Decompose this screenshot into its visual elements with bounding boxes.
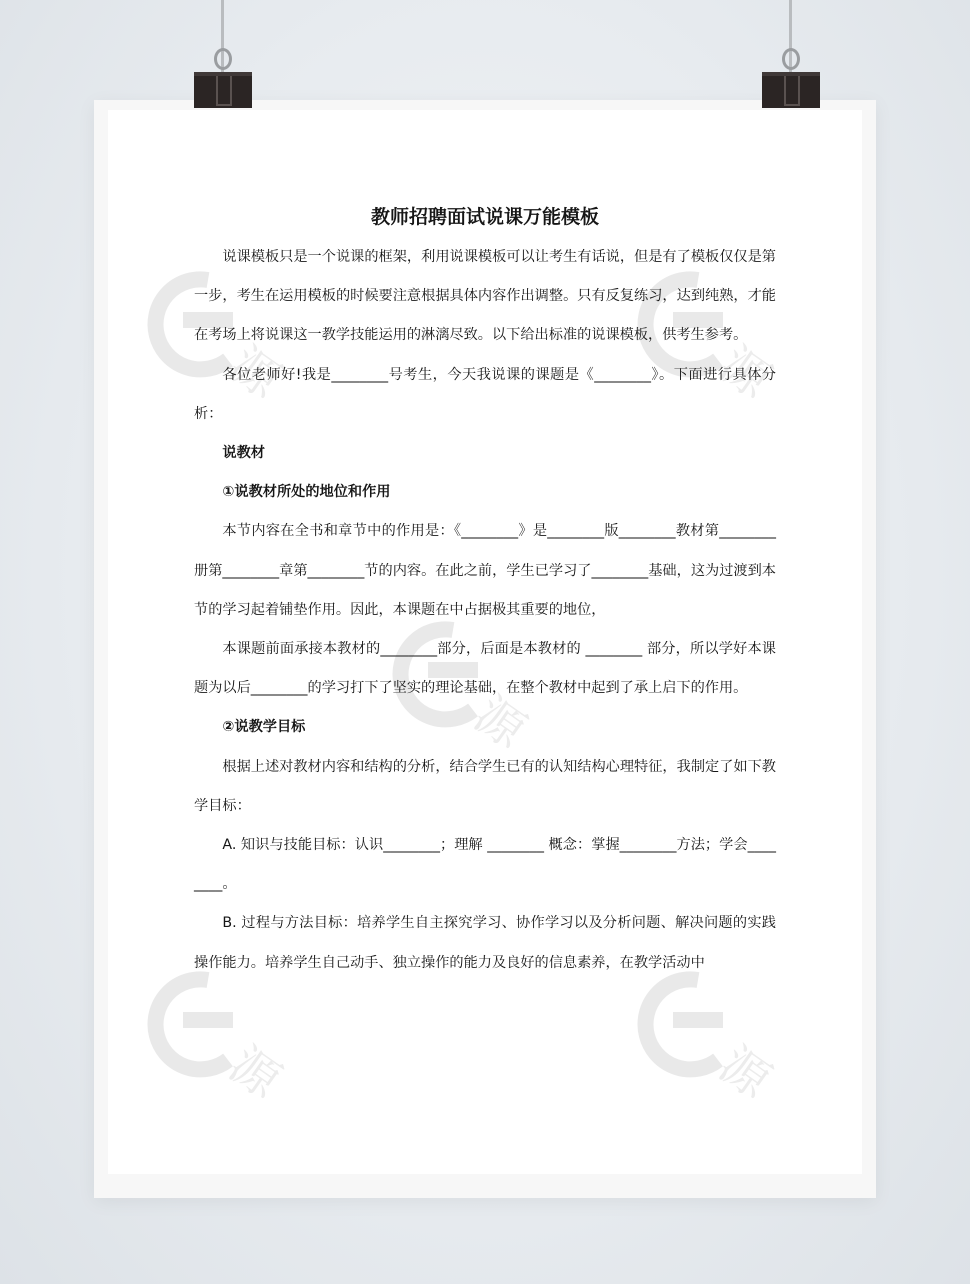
paragraph-role: 本节内容在全书和章节中的作用是：《________》是________版________教材第________册第________章第________节的内容。在此之前，学生已学习了________基础，这为过渡到本节的学习起着铺垫作用。因此，本课题在中占据极其重要的地位， bbox=[194, 523, 776, 618]
hanger-ring-left bbox=[214, 48, 232, 70]
paragraph-objective-a: A. 知识与技能目标：认识________；理解 ________ 概念：掌握________方法；学会________。 bbox=[194, 837, 776, 893]
subsection-heading: ①说教材所处的地位和作用 bbox=[222, 484, 391, 501]
svg-text:源: 源 bbox=[709, 1036, 781, 1110]
binder-clip-right bbox=[762, 72, 820, 108]
svg-text:源: 源 bbox=[219, 1036, 291, 1110]
paragraph-objectives-intro: 根据上述对教材内容和结构的分析，结合学生已有的认知结构心理特征，我制定了如下教学目标： bbox=[194, 758, 776, 814]
binder-clip-left bbox=[194, 72, 252, 108]
paragraph-intro: 说课模板只是一个说课的框架，利用说课模板可以让考生有话说，但是有了模板仅仅是第一步，考生在运用模板的时候要注意根据具体内容作出调整。只有反复练习，达到纯熟，才能在考场上将说课这一教学技能运用的淋漓尽致。以下给出标准的说课模板，供考生参考。 bbox=[194, 249, 776, 344]
document-page bbox=[108, 110, 862, 1174]
svg-text:源: 源 bbox=[709, 336, 781, 410]
svg-text:源: 源 bbox=[219, 336, 291, 410]
svg-text:源: 源 bbox=[464, 686, 536, 760]
paragraph-context: 本课题前面承接本教材的________部分，后面是本教材的 ________ 部分，所以学好本课题为以后________的学习打下了坚实的理论基础，在整个教材中起到了承上启下的作用。 bbox=[194, 641, 776, 697]
document-body bbox=[194, 204, 776, 983]
subsection-heading: ②说教学目标 bbox=[222, 719, 306, 736]
paragraph-greeting: 各位老师好!我是________号考生，今天我说课的课题是《________》。下面进行具体分析： bbox=[194, 366, 776, 422]
section-heading: 说教材 bbox=[222, 445, 265, 462]
document-title: 教师招聘面试说课万能模板 bbox=[370, 206, 599, 228]
paragraph-objective-b: B. 过程与方法目标：培养学生自主探究学习、协作学习以及分析问题、解决问题的实践操作能力。培养学生自己动手、独立操作的能力及良好的信息素养，在教学活动中 bbox=[194, 915, 776, 971]
hanger-ring-right bbox=[782, 48, 800, 70]
